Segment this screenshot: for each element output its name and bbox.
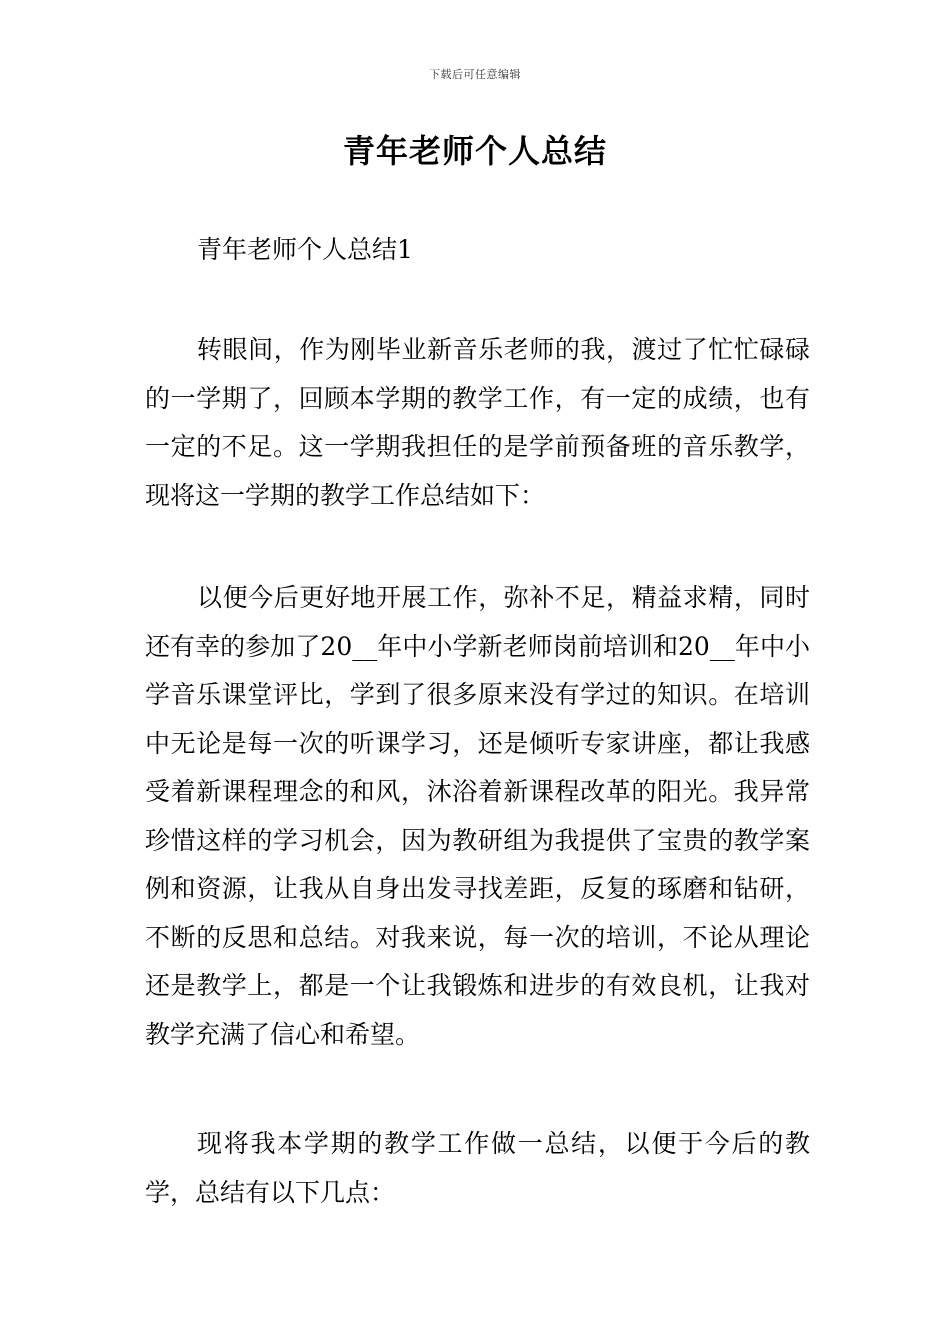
section-heading: 青年老师个人总结1 [197, 235, 413, 264]
paragraph-3: 现将我本学期的教学工作做一总结，以便于今后的教学，总结有以下几点： [145, 1129, 810, 1207]
paragraph-2: 以便今后更好地开展工作，弥补不足，精益求精，同时还有幸的参加了20__年中小学新老师岗前培训和20__年中小学音乐课堂评比，学到了很多原来没有学过的知识。在培训中无论是每一次的听课学习，还是倾听专家讲座，都让我感受着新课程理念的和风，沐浴着新课程改革的阳光。我异常珍惜这样的学习机会，因为教研组为我提供了宝贵的教学案例和资源，让我从自身出发寻找差距，反复的琢磨和钻研，不断的反思和总结。对我来说，每一次的培训，不论从理论还是教学上，都是一个让我锻炼和进步的有效良机，让我对教学充满了信心和希望。 [145, 583, 810, 1049]
header-note: 下载后可任意编辑 [429, 68, 521, 81]
document-title: 青年老师个人总结 [342, 132, 607, 170]
paragraph-1: 转眼间，作为刚毕业新音乐老师的我，渡过了忙忙碌碌的一学期了，回顾本学期的教学工作，有一定的成绩，也有一定的不足。这一学期我担任的是学前预备班的音乐教学，现将这一学期的教学工作总结如下： [145, 335, 810, 510]
